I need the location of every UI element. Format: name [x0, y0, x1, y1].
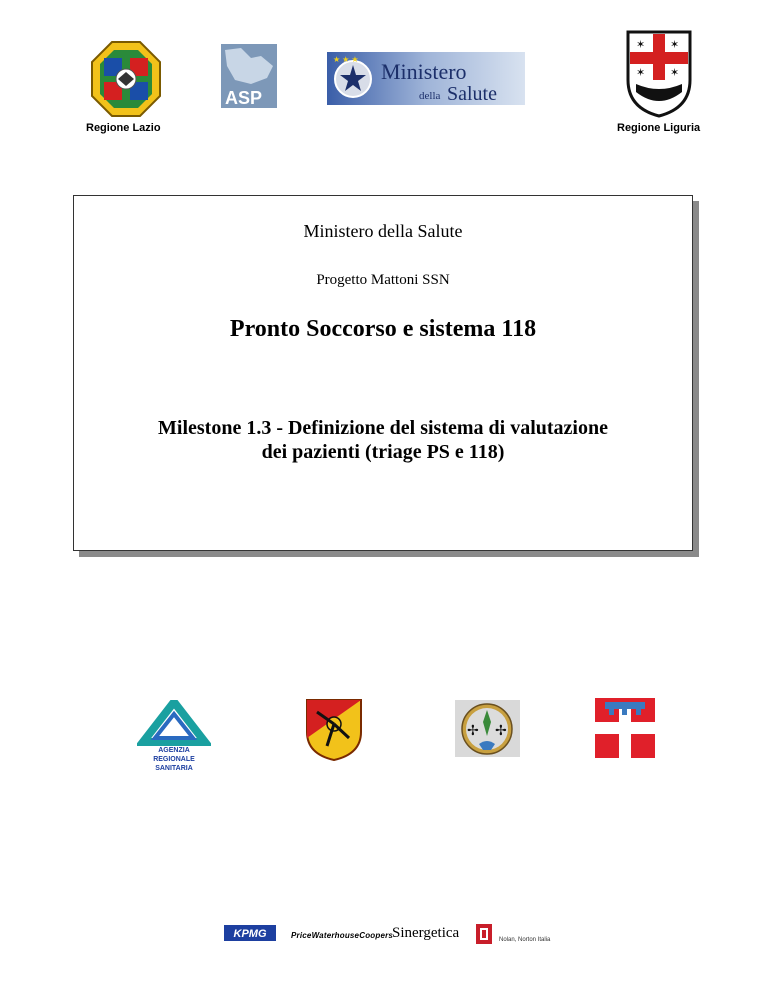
milestone-line-2: dei pazienti (triage PS e 118) [261, 441, 505, 463]
project-name: Progetto Mattoni SSN [316, 272, 450, 288]
regione-piemonte-logo [595, 698, 655, 758]
ministry-heading: Ministero della Salute [303, 221, 463, 241]
svg-text:Ministero: Ministero [381, 59, 467, 84]
sinergetica-logo-text: Sinergetica [392, 925, 460, 941]
ministero-salute-logo [327, 52, 525, 105]
nolan-norton-text: Nolan, Norton Italia [499, 937, 551, 943]
regione-sicilia-logo [305, 698, 363, 761]
regione-liguria-logo [626, 30, 692, 118]
pwc-logo-text: PriceWaterhouseCoopers [291, 931, 394, 940]
agenzia-regionale-sanitaria-logo [137, 700, 211, 772]
svg-text:Salute: Salute [447, 83, 497, 105]
svg-text:REGIONALE: REGIONALE [153, 756, 195, 763]
cover-frame [73, 195, 693, 551]
milestone-heading [73, 416, 693, 464]
kpmg-logo [224, 925, 276, 941]
svg-text:✶: ✶ [670, 67, 680, 79]
document-title: Pronto Soccorso e sistema 118 [229, 316, 537, 342]
regione-lazio-label: Regione Lazio [86, 122, 161, 134]
asp-logo [221, 44, 277, 108]
svg-text:✢: ✢ [495, 724, 507, 739]
svg-text:AGENZIA: AGENZIA [158, 747, 190, 754]
milestone-line-1: Milestone 1.3 - Definizione del sistema di valutazione [158, 417, 608, 439]
nolan-norton-icon [476, 924, 498, 944]
svg-text:★ ★ ★: ★ ★ ★ [333, 55, 359, 64]
svg-text:✶: ✶ [636, 39, 646, 51]
regione-lazio-logo [90, 40, 162, 118]
regione-liguria-label: Regione Liguria [617, 122, 701, 134]
svg-text:SANITARIA: SANITARIA [155, 765, 193, 772]
svg-text:della: della [419, 90, 441, 102]
svg-text:✶: ✶ [670, 39, 680, 51]
svg-text:✶: ✶ [636, 67, 646, 79]
svg-text:✢: ✢ [467, 724, 479, 739]
svg-text:KPMG: KPMG [233, 928, 267, 940]
asp-logo-text: ASP [225, 88, 263, 108]
regione-calabria-logo [455, 700, 520, 757]
